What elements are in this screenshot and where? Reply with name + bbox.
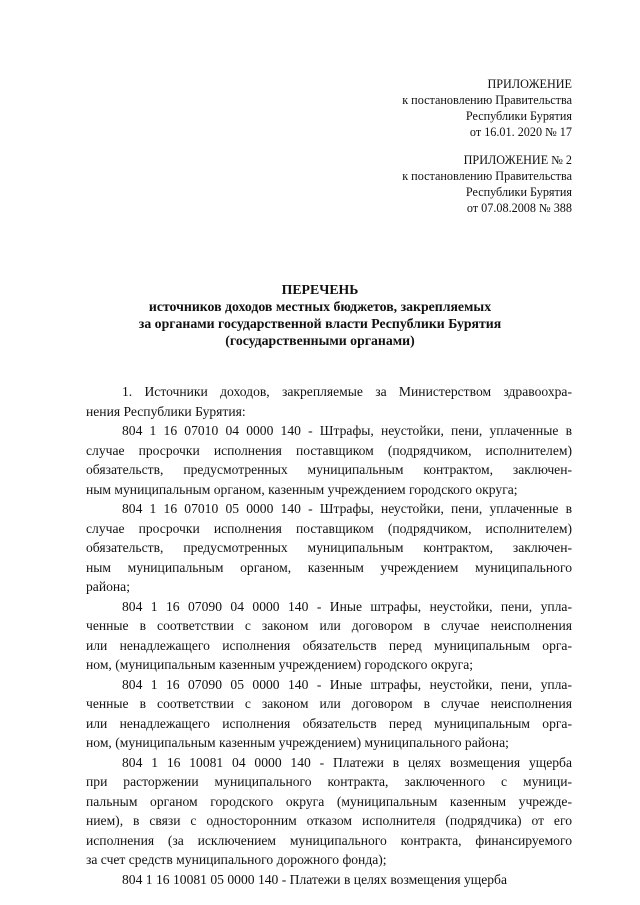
paragraph-line: ном, (муниципальным казенным учреждением) городского округа; <box>86 657 474 672</box>
appendix-date: от 16.01. 2020 № 17 <box>469 125 572 139</box>
body-paragraph <box>86 753 572 870</box>
heading-subtitle-line: (государственными органами) <box>225 333 415 348</box>
heading-title: ПЕРЕЧЕНЬ <box>281 282 359 297</box>
body-paragraph <box>86 675 572 753</box>
paragraph-line: 1. Источники доходов, закрепляемые за Министерством здравоохра- <box>122 384 572 399</box>
appendix-title: ПРИЛОЖЕНИЕ № 2 <box>463 153 572 167</box>
body-paragraph <box>86 499 572 597</box>
paragraph-line: ном, (муниципальным казенным учреждением) муниципального района; <box>86 735 509 750</box>
paragraph-line: 804 1 16 10081 05 0000 140 - Платежи в целях возмещения ущерба <box>122 871 508 887</box>
paragraph-line: ным муниципальным органом, казенным учреждением городского округа; <box>86 481 518 497</box>
paragraph-line: случае просрочки исполнения поставщиком (подрядчиком, исполнителем) <box>86 520 572 536</box>
paragraph-line: ным муниципальным органом, казенным учреждением муниципального <box>86 559 572 575</box>
appendix-line: к постановлению Правительства <box>402 169 572 183</box>
paragraph-line: или ненадлежащего исполнения обязательств перед муниципальным орга- <box>86 637 572 653</box>
paragraph-line: нения Республики Бурятия: <box>86 403 246 419</box>
paragraph-line: обязательств, предусмотренных муниципальным контрактом, заключен- <box>86 462 572 477</box>
paragraph-line: 804 1 16 07090 04 0000 140 - Иные штрафы, неустойки, пени, упла- <box>122 598 572 614</box>
appendix-date: от 07.08.2008 № 388 <box>466 201 572 215</box>
appendix-line: к постановлению Правительства <box>402 93 572 107</box>
appendix-title: ПРИЛОЖЕНИЕ <box>487 77 572 91</box>
paragraph-line: 804 1 16 10081 04 0000 140 - Платежи в целях возмещения ущерба <box>122 754 572 770</box>
paragraph-line: при расторжении муниципального контракта, заключенного с муници- <box>86 774 572 789</box>
paragraph-line: обязательств, предусмотренных муниципальным контрактом, заключен- <box>86 540 572 555</box>
body-paragraph <box>86 382 572 421</box>
appendix-header-2 <box>402 152 572 216</box>
body-paragraph <box>86 421 572 499</box>
appendix-line: Республики Бурятия <box>465 185 572 199</box>
heading-subtitle-line: источников доходов местных бюджетов, закрепляемых <box>148 299 492 314</box>
heading-subtitle-line: за органами государственной власти Республики Бурятия <box>138 316 502 331</box>
body-paragraph <box>86 597 572 675</box>
appendix-header-1 <box>402 76 572 140</box>
paragraph-line: 804 1 16 07090 05 0000 140 - Иные штрафы, неустойки, пени, упла- <box>122 676 572 692</box>
appendix-line: Республики Бурятия <box>465 109 572 123</box>
paragraph-line: за счет средств муниципального дорожного фонда); <box>86 852 387 867</box>
paragraph-line: 804 1 16 07010 04 0000 140 - Штрафы, неустойки, пени, уплаченные в <box>122 423 572 438</box>
paragraph-line: случае просрочки исполнения поставщиком (подрядчиком, исполнителем) <box>86 442 572 458</box>
body-paragraph <box>86 870 572 890</box>
paragraph-line: ченные в соответствии с законом или договором в случае неисполнения <box>86 618 572 633</box>
paragraph-line: ченные в соответствии с законом или договором в случае неисполнения <box>86 696 572 711</box>
paragraph-line: района; <box>86 579 130 594</box>
paragraph-line: пальным органом городского округа (муниципальным казенным учрежде- <box>86 793 572 809</box>
document-body <box>86 382 572 889</box>
document-heading <box>60 281 580 349</box>
paragraph-line: 804 1 16 07010 05 0000 140 - Штрафы, неустойки, пени, уплаченные в <box>122 501 572 516</box>
paragraph-line: исполнения (за исключением муниципального контракта, финансируемого <box>86 832 572 848</box>
paragraph-line: или ненадлежащего исполнения обязательств перед муниципальным орга- <box>86 715 572 731</box>
paragraph-line: нием), в связи с односторонним отказом исполнителя (подрядчика) от его <box>86 813 572 828</box>
